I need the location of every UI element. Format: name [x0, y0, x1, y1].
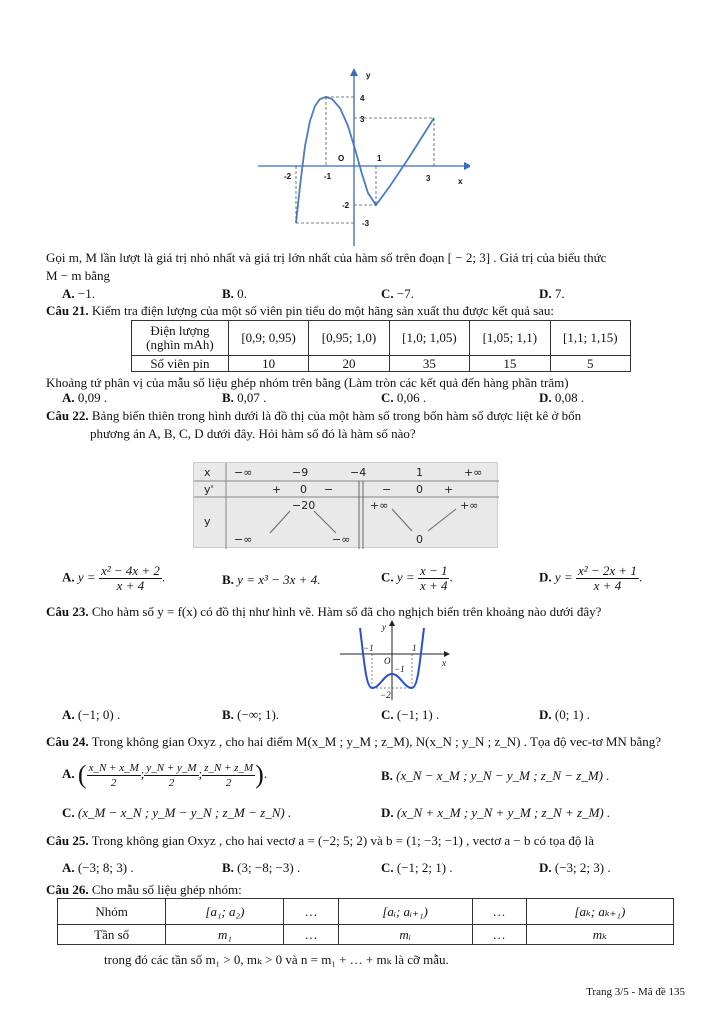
q21-count: 20	[309, 356, 389, 372]
q25-option-b[interactable]: B. (3; −8; −3) .	[222, 860, 301, 875]
vt-sign-minus: −	[382, 483, 392, 496]
q22-option-a[interactable]: A. y = $\frac{\text{x² − 4x + 2}}{x + 4}$ .	[62, 563, 166, 593]
function-graph-1	[250, 66, 470, 248]
q21-count: 15	[470, 356, 550, 372]
q23-option-b[interactable]: B. (−∞; 1).	[222, 707, 280, 722]
q21-count: 10	[228, 356, 308, 372]
q21-header-count: Số viên pin	[132, 356, 229, 372]
q21-option-d[interactable]: D. 0,08 .	[539, 390, 585, 405]
q25-question: Câu 25. Trong không gian Oxyz , cho hai vectơ a = (−2; 5; 2) và b = (1; −3; −1) , vectơ a − b có tọa độ là	[46, 833, 595, 848]
vt-y-minus20: −20	[292, 499, 316, 512]
q21-question: Câu 21. Kiểm tra điện lượng của một số viên pin tiểu do một hãng sản xuất thu được kết quả sau:	[46, 303, 555, 318]
q26-cell: [a₁; a₂)	[166, 899, 284, 925]
x-axis-label: x	[458, 177, 463, 186]
q20-text-line1: Gọi m, M lần lượt là giá trị nhỏ nhất và giá trị lớn nhất của hàm số trên đoạn [ − 2; 3] . Giá trị của biểu thức	[46, 250, 607, 265]
page-footer: Trang 3/5 - Mã đề 135	[586, 986, 685, 998]
q26-cell: …	[284, 899, 338, 925]
tick-4: 4	[360, 94, 365, 103]
vt-y-minus-inf: −∞	[234, 533, 253, 546]
q26-cell: mᵢ	[338, 925, 472, 945]
g2-tick-minus1: −1	[363, 643, 374, 653]
q24-option-c[interactable]: C. (x_M − x_N ; y_M − y_N ; z_M − z_N) .	[62, 805, 292, 820]
g2-tick-minus1-y: −1	[394, 664, 405, 674]
q26-footer-text: trong đó các tần số m₁ > 0, mₖ > 0 và n = m₁ + … + mₖ là cỡ mẫu.	[104, 952, 449, 967]
tick-3: 3	[360, 115, 365, 124]
q20-option-b[interactable]: B. 0.	[222, 286, 247, 301]
vt-zero: 0	[416, 483, 423, 496]
q23-option-d[interactable]: D. (0; 1) .	[539, 707, 590, 722]
q24-option-d[interactable]: D. (x_N + x_M ; y_N + y_M ; z_N + z_M) .	[381, 805, 611, 820]
q21-interval: [1,0; 1,05)	[389, 321, 469, 356]
q26-cell: [aᵢ; aᵢ₊₁)	[338, 899, 472, 925]
vt-sign-plus: +	[272, 483, 282, 496]
q24-question: Câu 24. Trong không gian Oxyz , cho hai điểm M(x_M ; y_M ; z_M), N(x_N ; y_N ; z_N) . Tọa độ vec-tơ MN bằng?	[46, 734, 662, 749]
tick-minus1: -1	[324, 172, 332, 181]
x-axis	[258, 162, 470, 170]
vt-y-plus-inf: +∞	[370, 499, 389, 512]
vt-y-plus-inf: +∞	[460, 499, 479, 512]
q24-option-b[interactable]: B. (x_N − x_M ; y_N − y_M ; z_N − z_M) .	[381, 768, 610, 783]
q26-cell: …	[284, 925, 338, 945]
g2-x-label: x	[442, 658, 446, 668]
q22-option-c[interactable]: C. y = $\frac{x - 1}{x + 4}$ .	[381, 563, 453, 593]
q20-option-c[interactable]: C. −7.	[381, 286, 414, 301]
q26-cell: m₁	[166, 925, 284, 945]
q21-option-b[interactable]: B. 0,07 .	[222, 390, 267, 405]
q21-interval: [1,1; 1,15)	[550, 321, 630, 356]
q25-option-c[interactable]: C. (−1; 2; 1) .	[381, 860, 453, 875]
q21-interval: [0,9; 0,95)	[228, 321, 308, 356]
vt-x-minus4: −4	[350, 466, 367, 479]
g2-origin: O	[384, 656, 391, 666]
q23-question: Câu 23. Cho hàm số y = f(x) có đồ thị như hình vẽ. Hàm số đã cho nghịch biến trên khoảng nào dưới đây?	[46, 604, 602, 619]
q24-option-a[interactable]: A. ( $\frac{x\_N + x\_M}{2}$ ; $\frac{y\_N + y\_M}{2}$ ; $\frac{z\_N + z\_M}{2}$ ).	[62, 760, 268, 789]
q21-interval: [1,05; 1,1)	[470, 321, 550, 356]
q21-count: 5	[550, 356, 630, 372]
q26-cell: …	[472, 899, 526, 925]
q26-grouped-table	[57, 898, 674, 945]
graph-curve	[296, 97, 434, 223]
q25-option-d[interactable]: D. (−3; 2; 3) .	[539, 860, 611, 875]
vt-y-label: y	[204, 515, 211, 528]
q21-option-a[interactable]: A. 0,09 .	[62, 390, 108, 405]
vt-x-plus-inf: +∞	[464, 466, 483, 479]
tick-minus2-x: -2	[284, 172, 292, 181]
y-axis-label: y	[366, 71, 371, 80]
q26-cell: …	[472, 925, 526, 945]
origin-label: O	[338, 154, 345, 163]
q26-question: Câu 26. Cho mẫu số liệu ghép nhóm:	[46, 882, 242, 897]
g2-tick-1: 1	[412, 643, 417, 653]
q26-header-frequency: Tần số	[58, 925, 166, 945]
tick-minus2-y: -2	[342, 201, 350, 210]
vt-x-1: 1	[416, 466, 423, 479]
vt-sign-minus: −	[324, 483, 334, 496]
g2-y-label: y	[382, 622, 386, 632]
q26-cell: [aₖ; aₖ₊₁)	[526, 899, 673, 925]
q23-option-c[interactable]: C. (−1; 1) .	[381, 707, 440, 722]
variation-table	[193, 462, 498, 548]
q26-header-group: Nhóm	[58, 899, 166, 925]
q21-interval: [0,95; 1,0)	[309, 321, 389, 356]
vt-y-minus-inf: −∞	[332, 533, 351, 546]
q21-data-table	[131, 320, 631, 372]
tick-minus3: -3	[362, 219, 370, 228]
tick-1: 1	[377, 154, 382, 163]
vt-y-zero: 0	[416, 533, 423, 546]
tick-3-x: 3	[426, 174, 431, 183]
q20-option-a[interactable]: A. −1.	[62, 286, 95, 301]
q21-option-c[interactable]: C. 0,06 .	[381, 390, 427, 405]
vt-sign-plus: +	[444, 483, 454, 496]
dashed-guides	[296, 97, 434, 223]
g2-tick-minus2: −2	[380, 690, 391, 700]
q22-option-d[interactable]: D. y = $\frac{\text{x² − 2x + 1}}{x + 4}$ .	[539, 563, 643, 593]
q21-subquestion: Khoảng tứ phân vị của mẫu số liệu ghép nhóm trên bằng (Làm tròn các kết quả đến hàng phần trăm)	[46, 375, 569, 390]
q23-option-a[interactable]: A. (−1; 0) .	[62, 707, 121, 722]
q22-option-b[interactable]: B. y = x³ − 3x + 4.	[222, 572, 321, 587]
q21-header-charge: Điện lượng (nghìn mAh)	[132, 321, 229, 356]
q20-option-d[interactable]: D. 7.	[539, 286, 565, 301]
q22-question-line2: phương án A, B, C, D dưới đây. Hỏi hàm số đó là hàm số nào?	[90, 426, 416, 441]
vt-x-label: x	[204, 466, 211, 479]
q25-option-a[interactable]: A. (−3; 8; 3) .	[62, 860, 134, 875]
q21-count: 35	[389, 356, 469, 372]
q26-cell: mₖ	[526, 925, 673, 945]
vt-yprime-label: y'	[204, 483, 214, 496]
vt-x-minus-inf: −∞	[234, 466, 253, 479]
q22-question-line1: Câu 22. Bảng biến thiên trong hình dưới là đồ thị của một hàm số trong bốn hàm số được liệt kê ở bốn	[46, 408, 582, 423]
vt-zero: 0	[300, 483, 307, 496]
q20-text-line2: M − m bằng	[46, 268, 111, 283]
function-graph-2	[338, 620, 450, 700]
vt-x-minus9: −9	[292, 466, 309, 479]
